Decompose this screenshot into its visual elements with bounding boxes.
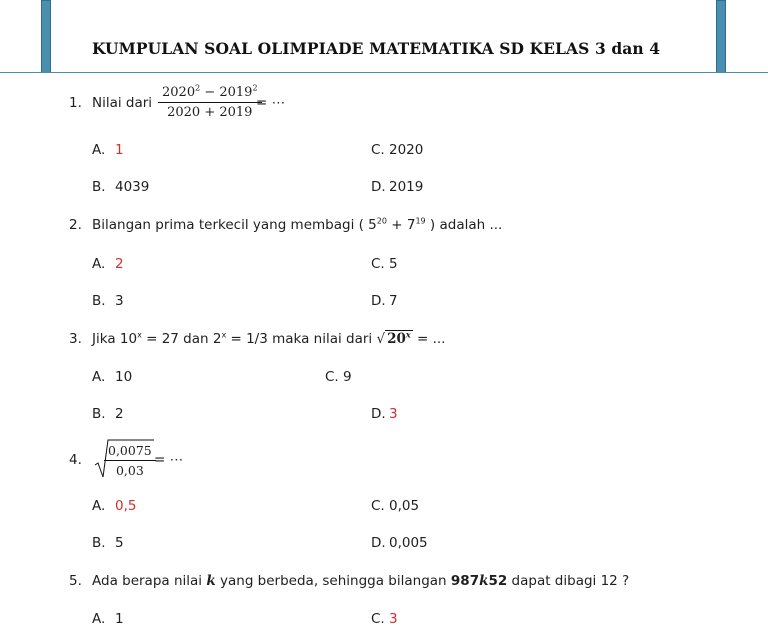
question-text: Bilangan prima terkecil yang membagi ( $5^{20} + 7^{19}$ ) adalah ... bbox=[92, 216, 503, 233]
fraction-denominator: 0,03 bbox=[115, 463, 144, 478]
option-label: B. bbox=[92, 535, 106, 551]
option-label: A. bbox=[92, 498, 106, 514]
fraction-numerator: $2020^2 - 2019^2$ bbox=[158, 85, 262, 103]
header-left-bar bbox=[41, 0, 51, 73]
option-text: 5 bbox=[115, 535, 124, 551]
option-label: C. bbox=[325, 369, 339, 385]
fraction-denominator: 2020 + 2019 bbox=[167, 105, 253, 120]
equals-ellipsis: = ⋯ bbox=[256, 95, 286, 111]
option-text: 7 bbox=[389, 293, 398, 309]
option-label: C. bbox=[371, 142, 385, 158]
number-987k52: 987k52 bbox=[450, 573, 508, 589]
option-answer: 0,5 bbox=[115, 498, 137, 514]
page-title: KUMPULAN SOAL OLIMPIADE MATEMATIKA SD KELAS 3 dan 4 bbox=[92, 39, 661, 58]
option-label: D. bbox=[371, 406, 386, 422]
question-number: 4. bbox=[69, 452, 82, 468]
option-answer: 3 bbox=[389, 406, 398, 422]
header-rule bbox=[0, 72, 768, 73]
option-label: C. bbox=[371, 611, 385, 627]
option-label: D. bbox=[371, 179, 386, 195]
option-answer: 2 bbox=[115, 256, 124, 272]
question-number: 3. bbox=[69, 331, 82, 347]
header-right-bar bbox=[716, 0, 726, 73]
question-text: Ada berapa nilai k yang berbeda, sehingga bilangan 987k52 dapat dibagi 12 ? bbox=[92, 573, 630, 589]
option-label: A. bbox=[92, 611, 106, 627]
option-label: B. bbox=[92, 179, 106, 195]
option-text: 1 bbox=[115, 611, 124, 627]
option-label: A. bbox=[92, 256, 106, 272]
question-number: 2. bbox=[69, 217, 82, 233]
variable-k: k bbox=[206, 573, 216, 589]
option-text: 10 bbox=[115, 369, 133, 385]
option-text: 9 bbox=[343, 369, 352, 385]
option-label: C. bbox=[371, 498, 385, 514]
option-text: 2020 bbox=[389, 142, 424, 158]
option-text: 3 bbox=[115, 293, 124, 309]
question-text: Nilai dari bbox=[92, 95, 153, 111]
option-text: 2 bbox=[115, 406, 124, 422]
option-text: 4039 bbox=[115, 179, 150, 195]
fraction bbox=[158, 85, 262, 120]
option-answer: 3 bbox=[389, 611, 398, 627]
square-root bbox=[94, 438, 154, 480]
fraction bbox=[104, 443, 156, 478]
fraction-numerator: 0,0075 bbox=[104, 443, 156, 461]
option-text: 0,005 bbox=[389, 535, 428, 551]
option-label: D. bbox=[371, 293, 386, 309]
option-label: B. bbox=[92, 406, 106, 422]
option-label: A. bbox=[92, 369, 106, 385]
question-number: 1. bbox=[69, 95, 82, 111]
option-label: B. bbox=[92, 293, 106, 309]
question-text: Jika $10^x = 27$ dan $2^x = 1/3$ maka nilai dari √ $20^x$ = ... bbox=[92, 329, 446, 347]
option-text: 0,05 bbox=[389, 498, 420, 514]
option-label: C. bbox=[371, 256, 385, 272]
option-label: D. bbox=[371, 535, 386, 551]
question-number: 5. bbox=[69, 573, 82, 589]
equals-ellipsis: = ⋯ bbox=[154, 452, 184, 468]
square-root: √ 20$^x$ bbox=[376, 329, 411, 347]
option-text: 5 bbox=[389, 256, 398, 272]
option-label: A. bbox=[92, 142, 106, 158]
option-answer: 1 bbox=[115, 142, 124, 158]
option-text: 2019 bbox=[389, 179, 424, 195]
